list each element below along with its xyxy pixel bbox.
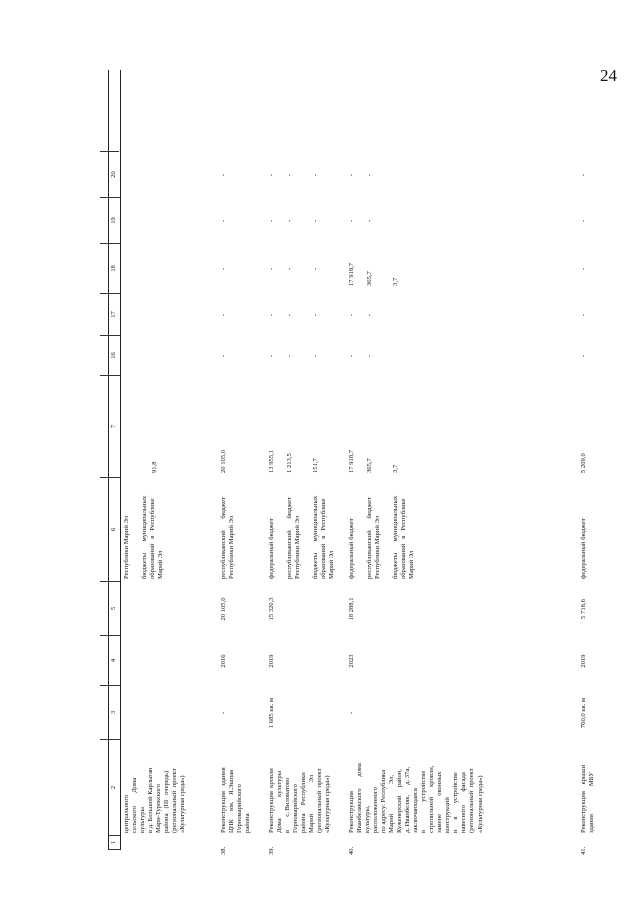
text-line: в д. Большой Карлыган: [147, 767, 155, 833]
funding-amount: 365,7: [366, 458, 373, 473]
year-value-c16: -: [580, 354, 587, 358]
text-line: Республики Марий Эл: [294, 515, 302, 579]
funding-amount: 13 955,1: [268, 449, 275, 473]
year-value-c16: -: [220, 354, 227, 358]
text-line: (региональный проект: [316, 768, 324, 833]
year-value-c19: -: [580, 219, 587, 223]
text-line: сельского Дома: [131, 777, 139, 833]
row-number: 38.: [220, 846, 227, 855]
year-value-c16: -: [286, 354, 293, 358]
year-value-c18: 365,7: [366, 271, 373, 286]
funding-amount: 151,7: [312, 458, 319, 473]
year-value-c17: -: [312, 313, 319, 317]
funding-amount: 5 209,0: [580, 453, 587, 473]
page-number: 24: [600, 66, 617, 85]
text-line: Реконструкция кровли: [268, 768, 275, 833]
object-year: 2019: [580, 654, 587, 668]
text-line: Горномарийского: [292, 784, 300, 833]
year-value-c18: 17 918,7: [348, 262, 355, 286]
text-line: Реконструкция: [348, 791, 355, 833]
text-line: бюджеты муниципальных: [392, 495, 399, 579]
funding-amount: 1 213,5: [286, 453, 293, 473]
text-line: Дома культуры: [276, 770, 284, 833]
text-line: культуры: [139, 807, 147, 833]
year-value-c20: -: [580, 173, 587, 177]
object-capacity: 760,0 кв. м: [580, 697, 587, 729]
text-line: образований в Республике: [400, 498, 408, 579]
year-value-c20: -: [268, 173, 275, 177]
text-line: Реконструкция крыши: [580, 764, 587, 833]
year-value-c19: -: [348, 219, 355, 223]
text-line: (региональный проект: [468, 768, 476, 833]
object-cost: 18 288,1: [348, 597, 355, 621]
object-name: [123, 742, 187, 834]
object-name: [348, 742, 485, 834]
text-line: республиканский бюджет: [286, 497, 293, 579]
funding-source: [580, 480, 588, 580]
column-rule: [100, 635, 119, 636]
year-value-c18: -: [286, 267, 293, 271]
column-rule: [100, 685, 119, 686]
column-header-7: 7: [109, 376, 120, 478]
text-line: образований в Республике: [149, 498, 157, 579]
funding-source: [366, 480, 382, 580]
column-rule: [100, 151, 119, 152]
column-header-17: 17: [109, 294, 120, 336]
text-line: Иванбелякского дома: [356, 763, 364, 833]
object-cost: 15 320,3: [268, 597, 275, 621]
year-value-c18: -: [580, 267, 587, 271]
row-number: 41.: [580, 846, 587, 855]
text-line: федеральный бюджет: [348, 518, 355, 579]
text-line: Марий Эл,: [388, 774, 396, 833]
text-line: федеральный бюджет: [268, 518, 275, 579]
year-value-c17: -: [286, 313, 293, 317]
year-value-c20: -: [312, 173, 319, 177]
year-value-c17: -: [268, 313, 275, 317]
funding-source: [348, 480, 356, 580]
text-line: здания МБУ: [588, 772, 596, 833]
funding-source: [268, 480, 276, 580]
column-header-row: [108, 70, 121, 850]
year-value-c18: -: [268, 267, 275, 271]
column-rule: [100, 581, 119, 582]
column-header-4: 4: [109, 636, 120, 686]
text-line: образований в Республике: [320, 498, 328, 579]
text-line: навесного фасада: [460, 772, 468, 833]
year-value-c16: -: [312, 354, 319, 358]
text-line: д. Иванбеляк, д. 37а,: [404, 767, 412, 833]
text-line: республиканский бюджет: [220, 497, 227, 579]
year-value-c19: -: [312, 219, 319, 223]
text-line: Реконструкция здания: [220, 767, 227, 833]
text-line: Марий Эл: [328, 550, 336, 579]
year-value-c16: -: [348, 354, 355, 358]
text-line: бюджеты муниципальных: [141, 495, 148, 579]
year-value-c20: -: [286, 173, 293, 177]
text-line: Республики Марий Эл: [374, 515, 382, 579]
object-year: 2023: [348, 654, 355, 668]
funding-amount: 3,7: [392, 464, 399, 473]
text-line: и в устройстве: [452, 772, 460, 833]
funding-source: [312, 480, 336, 580]
column-header-1: 1: [109, 836, 120, 850]
column-rule: [100, 243, 119, 244]
object-capacity: -: [220, 711, 227, 715]
year-value-c16: -: [366, 354, 373, 358]
text-line: «Культурная среда»): [324, 775, 332, 833]
text-line: Марий Эл: [408, 550, 416, 579]
year-value-c17: -: [348, 313, 355, 317]
object-cost: 20 105,0: [220, 597, 227, 621]
year-value-c17: -: [366, 313, 373, 317]
object-name: [580, 742, 596, 834]
year-value-c18: -: [220, 267, 227, 271]
column-header-5: 5: [109, 582, 120, 636]
text-line: «Культурная среда»): [476, 775, 484, 833]
year-value-c18: -: [312, 267, 319, 271]
column-rule: [100, 375, 119, 376]
text-line: республиканский бюджет: [366, 497, 373, 579]
column-header-6: 6: [109, 478, 120, 582]
funding-source: [123, 480, 131, 580]
text-line: «Культурная среда»): [179, 775, 187, 833]
column-header-20: 20: [109, 152, 120, 198]
year-value-c19: -: [220, 219, 227, 223]
year-value-c16: -: [268, 354, 275, 358]
text-line: ЦНК им. Я.Эшпая: [228, 769, 236, 833]
row-number: 39.: [268, 846, 275, 855]
column-header-2: 2: [109, 740, 120, 836]
text-line: федеральный бюджет: [580, 518, 587, 579]
text-line: Республики Марий Эл: [123, 515, 130, 579]
funding-amount: 20 105,0: [220, 449, 227, 473]
object-capacity: -: [348, 711, 355, 715]
column-rule: [100, 293, 119, 294]
text-line: Горномарийского: [236, 784, 244, 833]
text-line: заключающаяся: [412, 788, 420, 833]
object-name: [220, 742, 252, 834]
year-value-c17: -: [220, 313, 227, 317]
column-rule: [100, 335, 119, 336]
object-year: 2016: [220, 654, 227, 668]
text-line: в с. Виловатово: [284, 777, 292, 833]
rotated-table: [108, 70, 613, 855]
text-line: замене оконных: [436, 771, 444, 833]
year-value-c19: -: [268, 219, 275, 223]
text-line: в устройстве: [420, 770, 428, 833]
year-value-c19: -: [366, 219, 373, 223]
text-line: Республики Марий Эл: [228, 515, 236, 579]
text-line: расположенного: [372, 787, 380, 833]
column-header-16: 16: [109, 336, 120, 376]
object-cost: 5 718,6: [580, 599, 587, 619]
column-rule: [100, 739, 119, 740]
funding-amount: 91,8: [151, 461, 158, 473]
object-capacity: 1 685 кв. м: [268, 697, 275, 729]
text-line: района Республики: [300, 772, 308, 833]
funding-source: [286, 480, 302, 580]
text-line: Марий Эл: [157, 550, 165, 579]
funding-amount: 17 918,7: [348, 449, 355, 473]
year-value-c18: 3,7: [392, 277, 399, 286]
funding-source: [392, 480, 416, 580]
year-value-c17: -: [580, 313, 587, 317]
column-header-18: 18: [109, 244, 120, 294]
year-value-c19: -: [286, 219, 293, 223]
text-line: культуры,: [364, 805, 372, 833]
funding-source: [220, 480, 236, 580]
column-rule: [100, 197, 119, 198]
text-line: конструкций: [444, 797, 452, 833]
year-value-c20: -: [348, 173, 355, 177]
text-line: (региональный проект: [171, 768, 179, 833]
text-line: Куженерский район,: [396, 769, 404, 833]
text-line: стропильной кровли,: [428, 765, 436, 833]
row-number: 40.: [348, 846, 355, 855]
text-line: Мари-Турекского: [155, 784, 163, 833]
text-line: бюджеты муниципальных: [312, 495, 319, 579]
text-line: района (III очередь): [163, 770, 171, 833]
year-value-c20: -: [366, 173, 373, 177]
text-line: Марий Эл: [308, 774, 316, 833]
year-value-c20: -: [220, 173, 227, 177]
column-header-3: 3: [109, 686, 120, 740]
column-rule: [100, 477, 119, 478]
text-line: по адресу: Республика: [380, 769, 388, 833]
object-year: 2019: [268, 654, 275, 668]
object-name: [268, 742, 332, 834]
text-line: центрального: [123, 794, 130, 833]
funding-source: [141, 480, 165, 580]
column-header-19: 19: [109, 198, 120, 244]
text-line: района: [244, 813, 252, 833]
